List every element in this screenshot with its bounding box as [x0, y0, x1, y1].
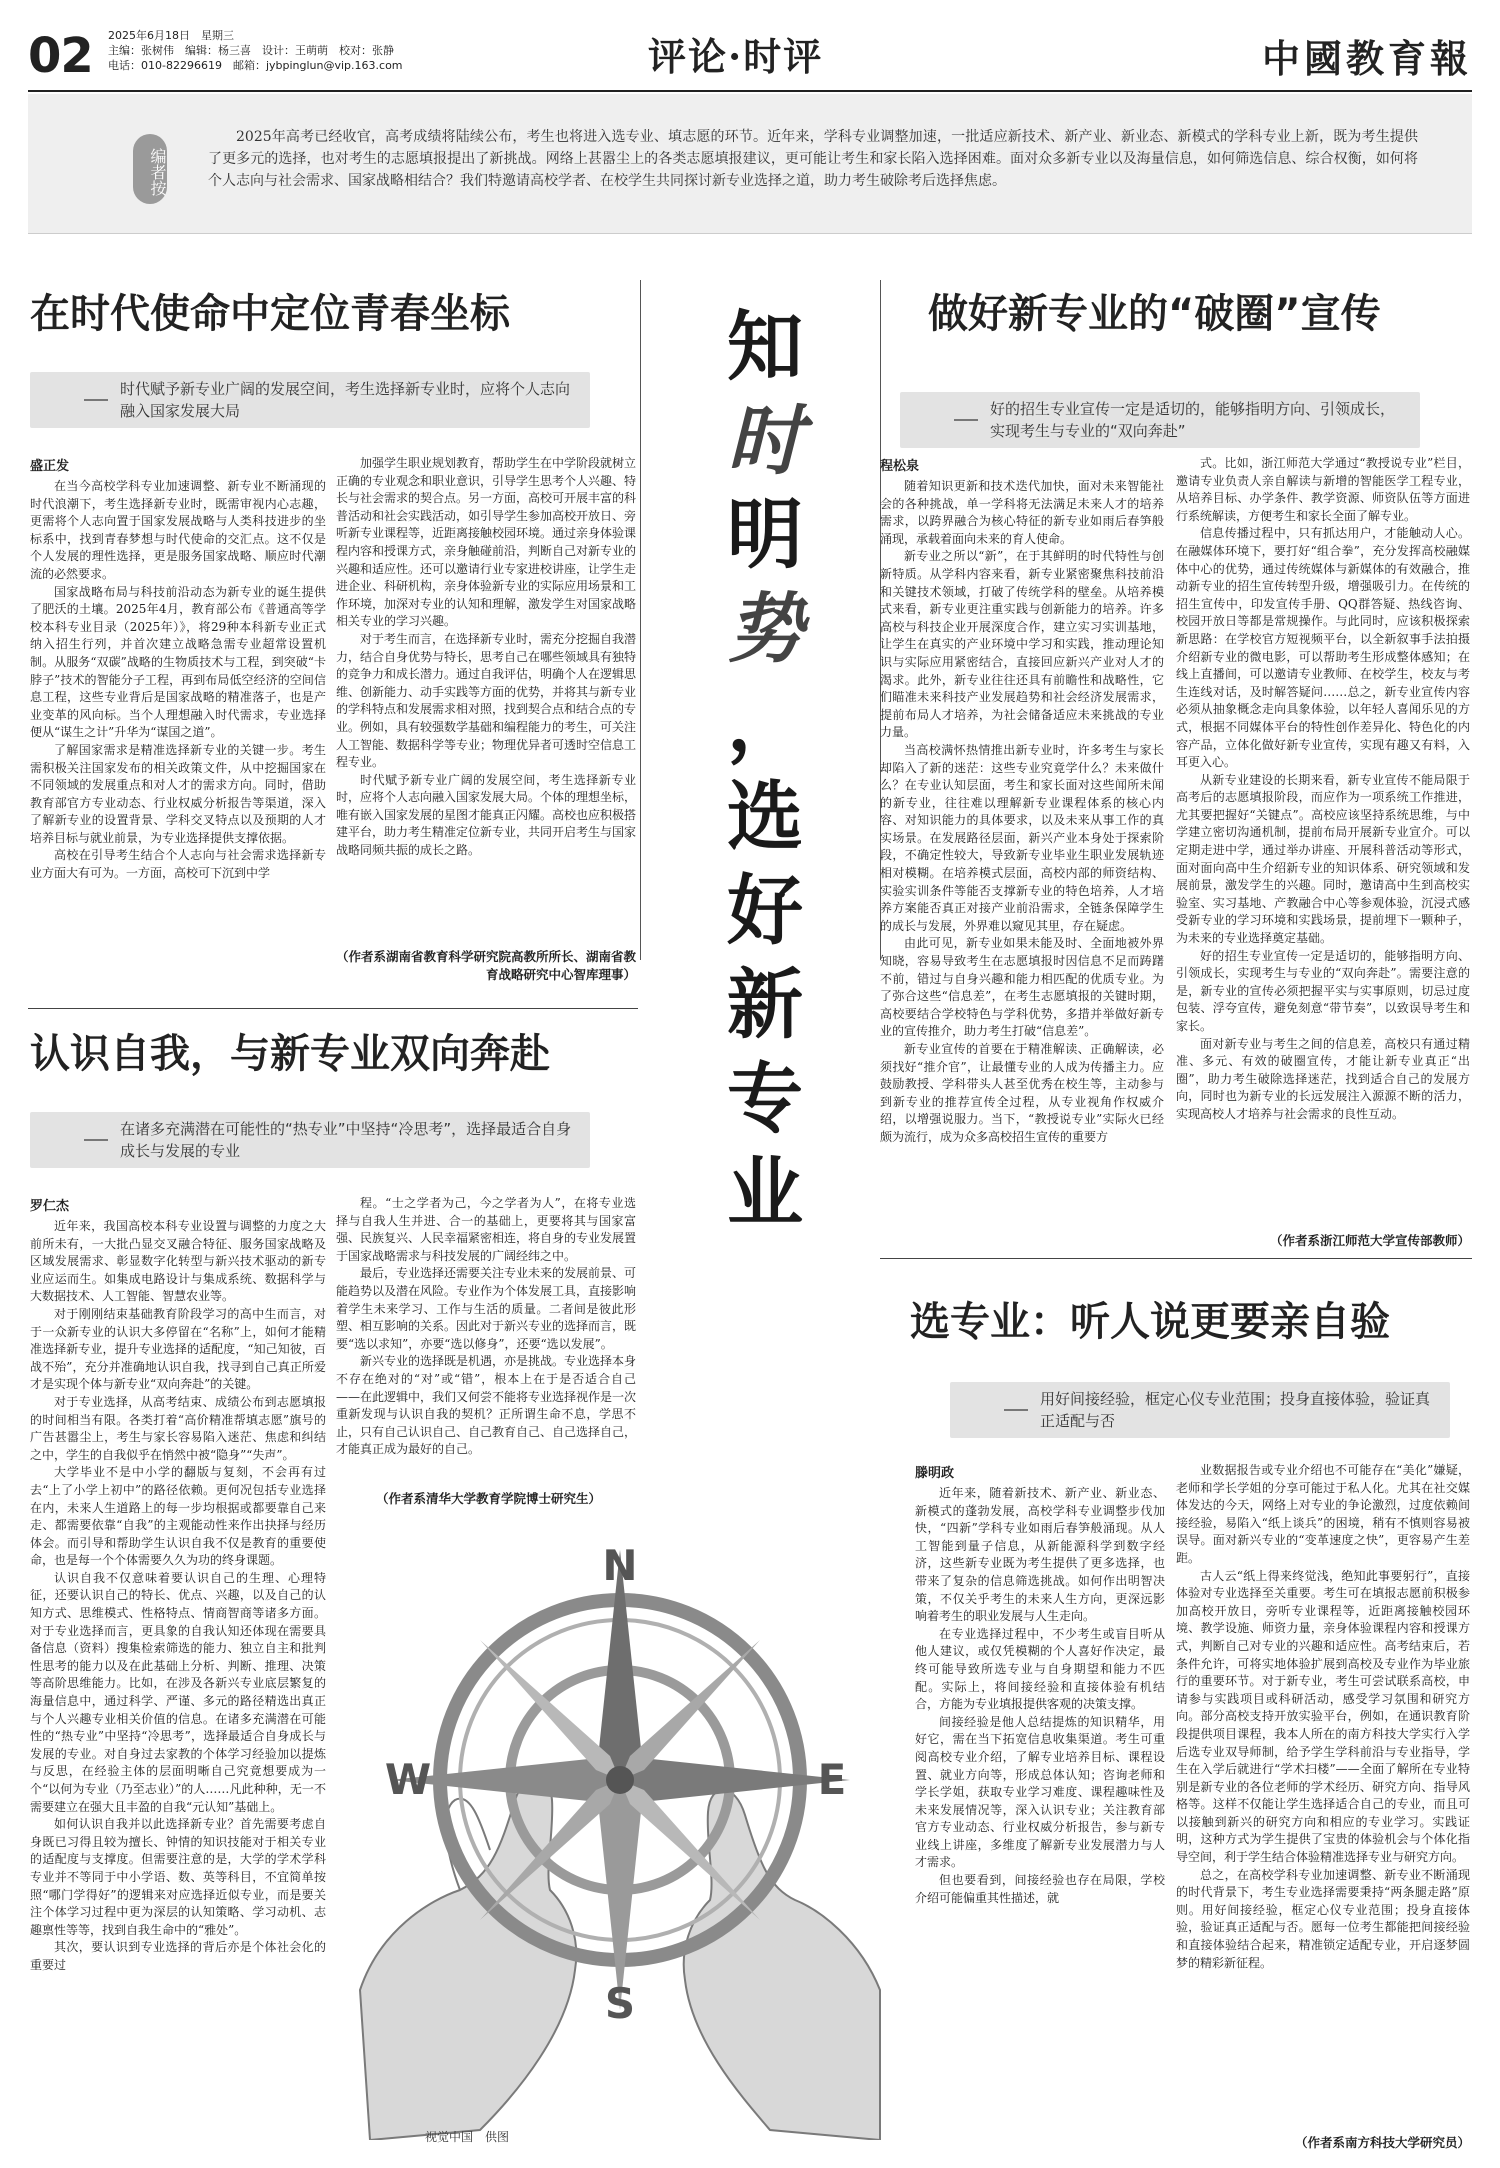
paragraph: 对于刚刚结束基础教育阶段学习的高中生而言，对于一众新专业的认识大多停留在“名称”上，如何才能精准选择新专业，提升专业选择的适配度，“知己知彼，百战不殆”，充分并准确地认识自我，找寻到自己真正所爱才是实现个体与新专业“双向奔赴”的关键。: [30, 1306, 326, 1392]
newspaper-logo: 中國教育報: [1261, 36, 1472, 81]
paragraph: 近年来，我国高校本科专业设置与调整的力度之大前所未有，一大批凸显交叉融合特征、服务国家战略及区域发展需求、彰显数字化转型与新兴技术驱动的新专业应运而生。如集成电路设计与集成系统、数据科学与大数据技术、人工智能、智慧农业等。: [30, 1219, 326, 1304]
paragraph: 信息传播过程中，只有抓达用户，才能触动人心。在融媒体环境下，要打好“组合拳”，充分发挥高校融媒体中心的优势，通过传统媒体与新媒体的有效融合，推动新专业的招生宣传转型升级，增强吸引力。在传统的招生宣传中，印发宣传手册、QQ群答疑、热线咨询、校园开放日等都是常规操作。与此同时，应该积极探索新思路：在学校官方短视频平台，以全新叙事手法拍摄介绍新专业的微电影，可以帮助考生形成整体感知；在线上直播间，可以邀请专业教师、在校学生，校友与考生连线对话，及时解答疑问……总之，新专业宣传内容必须从抽象概念走向具象体验，以年轻人喜闻乐见的方式，根据不同媒体平台的特性创作差异化、特色化的内容产品，立体化做好新专业宣传，实现有趣又有料，入耳更入心。: [1176, 526, 1470, 770]
paragraph: 新兴专业的选择既是机遇，亦是挑战。专业选择本身不存在绝对的“对”或“错”，根本上在于是否适合自己——在此逻辑中，我们又何尝不能将专业选择视作是一次重新发现与认识自我的契机？正所谓生命不息，学思不止，只有自己认识自己、自己教育自己、自己选择自己，才能真正成为最好的自己。: [336, 1354, 636, 1457]
svg-text:E: E: [817, 1755, 847, 1804]
title-char: ，: [727, 678, 803, 767]
title-char: 新: [727, 960, 803, 1049]
paragraph: 业数据报告或专业介绍也不可能存在“美化”嫌疑，老师和学长学姐的分享可能过于私人化。尤其在社交媒体发达的今天，网络上对专业的争论激烈，过度依赖间接经验，易陷入“纸上谈兵”的困境，稍有不慎则容易被误导。面对新兴专业的“变革速度之快”，更容易产生差距。: [1176, 1463, 1470, 1565]
paragraph: 新专业宣传的首要在于精准解读、正确解读，必须找好“推介官”，让最懂专业的人成为传播主力。应鼓励教授、学科带头人甚至优秀在校生等，主动参与到新专业的推荐宣传全过程，从专业视角作权威介绍，以增强说服力。当下，“教授说专业”实际火已经颇为流行，成为众多高校招生宣传的重要方: [880, 1042, 1164, 1144]
svg-text:W: W: [384, 1755, 432, 1804]
svg-text:S: S: [604, 1979, 636, 2028]
article-4-column-2: [1176, 1462, 1470, 2127]
paragraph: 从新专业建设的长期来看，新专业宣传不能局限于高考后的志愿填报阶段，而应作为一项系统工作推进，尤其要把握好“关键点”。高校应该坚持系统思维，与中学建立密切沟通机制，提前布局开展新专业宣介。可以定期走进中学，通过举办讲座、开展科普活动等形式，面对面向高中生介绍新专业的知识体系、研究领域和发展前景，激发学生的兴趣。同时，邀请高中生到高校实验室、实习基地、产教融合中心等参观体验，沉浸式感受新专业的学习环境和实践场景，提前埋下一颗种子，为未来的专业选择奠定基础。: [1176, 772, 1470, 946]
contact-line: 电话：010-82296619 邮箱：jybpinglun@vip.163.com: [108, 59, 403, 72]
paragraph: 认识自我不仅意味着要认识自己的生理、心理特征，还要认识自己的特长、优点、兴趣，以及自己的认知方式、思维模式、性格特点、情商智商等诸多方面。对于专业选择而言，更具象的自我认知还体现在需要具备信息（资料）搜集检索筛选的能力、独立自主和批判性思考的能力以及在此基础上分析、判断、推理、决策等高阶思维能力。比如，在涉及各新兴专业底层繁复的海量信息中，通过科学、严谨、多元的路径精选出真正与个人兴趣专业相关价值的信息。在诸多充满潜在可能性的“热专业”中坚持“冷思考”，选择最适合自身成长与发展的专业。对自身过去家教的个体学习经验加以提炼与反思，在经验主体的层面明晰自己究竟想要成为一个“以何为专业（乃至志业）”的人……凡此种种，无一不需要建立在强大且丰盈的自我“元认知”基础上。: [30, 1570, 326, 1814]
article-3-column-2: [1176, 455, 1470, 1225]
paragraph: 国家战略布局与科技前沿动态为新专业的诞生提供了肥沃的土壤。2025年4月，教育部公布《普通高等学校本科专业目录（2025年）》，将29种本科新专业正式纳入招生行列，并首次建立战略急需专业超常设置机制。从服务“双碳”战略的生物质技术与工程，到突破“卡脖子”技术的智能分子工程，再到布局低空经济的空间信息工程，这些专业背后是国家战略的精准落子，也是产业变革的风向标。当个人理想融入时代需求，专业选择便从“谋生之计”升华为“谋国之道”。: [30, 584, 326, 740]
paragraph: 高校在引导考生结合个人志向与社会需求选择新专业方面大有可为。一方面，高校可下沉到中学: [30, 848, 326, 881]
title-char: 专: [727, 1054, 803, 1143]
article-1-title: 在时代使命中定位青春坐标: [30, 291, 510, 337]
editor-note-badge: 编者按: [133, 134, 167, 204]
paragraph: 程。“士之学者为己，今之学者为人”，在将专业选择与自我人生并进、合一的基础上，更要将其与国家富强、民族复兴、人民幸福紧密相连，将自身的专业发展置于国家战略需求与科技发展的广阔经纬之中。: [336, 1196, 636, 1263]
title-char: 势: [727, 584, 803, 673]
paragraph: 加强学生职业规划教育，帮助学生在中学阶段就树立正确的专业观念和职业意识，引导学生思考个人兴趣、特长与社会需求的契合点。另一方面，高校可开展丰富的科普活动和社会实践活动，如引导学生参加高校开放日、旁听新专业课程等，近距离接触校园环境。通过亲身体验课程内容和授课方式，亲身触碰前沿，判断自己对新专业的兴趣和适应性。还可以邀请行业专家进校讲座，让学生走进企业、科研机构，亲身体验新专业的实际应用场景和工作环境，加深对专业的认知和理解，激发学生对国家战略相关专业的学习兴趣。: [336, 456, 636, 629]
title-char: 时: [727, 396, 803, 485]
section-title: 评论·时评: [648, 34, 824, 79]
paragraph: 对于专业选择，从高考结束、成绩公布到志愿填报的时间相当有限。各类打着“高价精准帮填志愿”旗号的广告甚嚣尘上，考生与家长容易陷入迷茫、焦虑和纠结之中，学生的自我似乎在悄然中被“隐身”“失声”。: [30, 1394, 326, 1462]
article-2-column-2: [336, 1195, 636, 1485]
article-1-column-2: [336, 455, 636, 925]
article-4-author: 滕明政: [915, 1466, 955, 1481]
svg-text:N: N: [602, 1541, 638, 1590]
paragraph: 新专业之所以“新”，在于其鲜明的时代特性与创新特质。从学科内容来看，新专业紧密聚焦科技前沿和关键技术领域，打破了传统学科的壁垒。从培养模式来看，新专业更注重实践与创新能力的培养。许多高校与科技企业开展深度合作，建立实习实训基地，让学生在真实的产业环境中学习和实践，推动理论知识与实际应用紧密结合，直接回应新兴产业对人才的渴求。此外，新专业往往还具有前瞻性和战略性，它们瞄准未来科技产业发展趋势和社会经济发展需求，提前布局人才培养，为社会储备适应未来挑战的专业力量。: [880, 549, 1164, 740]
title-char: 知: [727, 302, 803, 391]
article-2-title: 认识自我，与新专业双向奔赴: [30, 1031, 550, 1077]
column-divider: [640, 280, 641, 960]
article-4-signature: （作者系南方科技大学研究员）: [1294, 2135, 1470, 2150]
paragraph: 但也要看到，间接经验也存在局限，学校介绍可能偏重其性描述，就: [915, 1873, 1165, 1905]
article-1-column-1: [30, 478, 326, 1030]
paragraph: 如何认识自我并以此选择新专业？首先需要考虑自身既已习得且较为擅长、钟情的知识技能对于相关专业的适配度与支撑度。但需要注意的是，大学的学术学科专业并不等同于中小学语、数、英等科目，不宜简单按照“哪门学得好”的逻辑来对应选择近似专业，而是要关注个体学习过程中更为深层的认知策略、学习动机、志趣禀性等等，找到自我生命中的“雅处”。: [30, 1817, 326, 1937]
title-char: 好: [727, 866, 803, 955]
article-2-column-1: [30, 1218, 326, 2123]
page-number: 02: [28, 28, 93, 84]
paragraph: 在专业选择过程中，不少考生或盲目听从他人建议，或仅凭模糊的个人喜好作决定，最终可能导致所选专业与自身期望和能力不匹配。实际上，将间接经验和直接体验有机结合，方能为专业填报提供客观的决策支撑。: [915, 1626, 1165, 1712]
article-4-title: 选专业：听人说更要亲自验: [910, 1299, 1390, 1345]
article-3-title: 做好新专业的“破圈”宣传: [928, 291, 1381, 337]
paragraph: 了解国家需求是精准选择新专业的关键一步。考生需积极关注国家发布的相关政策文件，从中挖掘国家在不同领域的发展重点和对人才的需求方向。同时，借助教育部官方专业动态、行业权威分析报告等渠道，深入了解新专业的设置背景、学科交叉特点以及预期的人才培养目标与就业前景，为专业选择提供支撑依据。: [30, 742, 326, 845]
article-3-author: 程松泉: [880, 459, 920, 474]
editors-line: 主编：张树伟 编辑：杨三喜 设计：王萌萌 校对：张静: [108, 44, 394, 57]
paragraph: 在当今高校学科专业加速调整、新专业不断涌现的时代浪潮下，考生选择新专业时，既需审视内心志趣，更需将个人志向置于国家发展战略与人类科技进步的坐标系中，找到青春梦想与时代使命的交汇点。这不仅是个人发展的理性选择，更是服务国家战略、顺应时代潮流的必然要求。: [30, 479, 326, 581]
article-1-signature: （作者系湖南省教育科学研究院高教所所长、湖南省教育战略研究中心智库理事）: [336, 949, 637, 982]
divider: [880, 1258, 1472, 1259]
article-1-author: 盛正发: [30, 459, 70, 474]
paragraph: 总之，在高校学科专业加速调整、新专业不断涌现的时代背景下，考生专业选择需要秉持“两条腿走路”原则。用好间接经验，框定心仪专业范围；投身直接体验，验证真正适配与否。愿每一位考生都能把间接经验和直接体验结合起来，精准锁定适配专业，开启逐梦圆梦的精彩新征程。: [1176, 1867, 1470, 1970]
article-3-subtitle: 好的招生专业宣传一定是适切的，能够指明方向、引领成长，实现考生与专业的“双向奔赴”: [900, 392, 1420, 448]
paragraph: 面对新专业与考生之间的信息差，高校只有通过精准、多元、有效的破圈宣传，才能让新专业真正“出圈”，助力考生破除选择迷茫，找到适合自己的发展方向，同时也为新专业的长远发展注入源源不断的活力，实现高校人才培养与社会需求的良性互动。: [1176, 1036, 1470, 1121]
paragraph: 其次，要认识到专业选择的背后亦是个体社会化的重要过: [30, 1940, 326, 1972]
article-2-subtitle: 在诸多充满潜在可能性的“热专业”中坚持“冷思考”，选择最适合自身成长与发展的专业: [30, 1112, 590, 1168]
masthead-meta: [108, 28, 403, 73]
masthead: [28, 22, 1472, 92]
article-4-column-1: [915, 1485, 1165, 2125]
title-char: 明: [727, 490, 803, 579]
paragraph: 当高校满怀热情推出新专业时，许多考生与家长却陷入了新的迷茫：这些专业究竟学什么？未来做什么？在专业认知层面，考生和家长面对这些闻所未闻的新专业，往往难以理解新专业课程体系的核心内容、对知识能力的具体要求，以及未来从事工作的真实场景。在发展路径层面，新兴产业本身处于探索阶段，不确定性较大，导致新专业毕业生职业发展轨迹相对模糊。在培养模式层面，高校内部的师资结构、实验实训条件等能否支撑新专业的特色培养，人才培养方案能否真正对接产业前沿需求，全链条保障学生的成长与发展，外界难以窥见其里，存在疑虑。: [880, 742, 1164, 933]
article-2-author: 罗仁杰: [30, 1199, 70, 1214]
paragraph: 最后，专业选择还需要关注专业未来的发展前景、可能趋势以及潜在风险。专业作为个体发展工具，直接影响着学生未来学习、工作与生活的质量。二者间是彼此形塑、相互影响的关系。因此对于新兴专业的选择而言，既要“选以求知”，亦要“选以修身”，还要“选以发展”。: [336, 1266, 636, 1351]
paragraph: 间接经验是他人总结提炼的知识精华，用好它，需在当下拓宽信息收集渠道。考生可重阅高校专业介绍，了解专业培养目标、课程设置、就业方向等，形成总体认知；咨询老师和学长学姐，获取专业学习难度、课程趣味性及未来发展情况等，深入认识专业；关注教育部官方专业动态、行业权威分析报告，参与新专业线上讲座，多维度了解新专业发展潜力与人才需求。: [915, 1714, 1165, 1870]
paragraph: 由此可见，新专业如果未能及时、全面地被外界知晓，容易导致考生在志愿填报时因信息不足而踌躇不前，错过与自身兴趣和能力相匹配的优质专业。为了弥合这些“信息差”，在考生志愿填报的关键时期，高校要结合学校特色与学科优势，多措并举做好新专业的宣传推介，助力考生打破“信息差”。: [880, 936, 1164, 1039]
photo-credit: 视觉中国 供图: [425, 2130, 510, 2144]
paragraph: 随着知识更新和技术迭代加快，面对未来智能社会的各种挑战，单一学科将无法满足未来人才的培养需求，以跨界融合为核心特征的新专业如雨后春笋般涌现，承载着面向未来的育人使命。: [880, 479, 1164, 546]
article-4-subtitle: 用好间接经验，框定心仪专业范围；投身直接体验，验证真正适配与否: [950, 1382, 1450, 1438]
paragraph: 好的招生专业宣传一定是适切的，能够指明方向、引领成长，实现考生与专业的“双向奔赴”。需要注意的是，新专业的宣传必须把握平实与实事原则，切忌过度包装、浮夸宣传，避免刻意“带节奏”，以致误导考生和家长。: [1176, 948, 1470, 1033]
paragraph: 式。比如，浙江师范大学通过“教授说专业”栏目，邀请专业负责人亲自解读与新增的智能医学工程专业，从培养目标、办学条件、教学资源、师资队伍等方面进行系统解读，方便考生和家长全面了解专业。: [1176, 456, 1470, 523]
divider: [28, 1008, 638, 1009]
paragraph: 大学毕业不是中小学的翻版与复刻，不会再有过去“上了小学上初中”的路径依赖。更何况包括专业选择在内，未来人生道路上的每一步均根据或都要靠自己来走、都需要依靠“自我”的主观能动性来作出抉择与经历体会。而引导和帮助学生认识自我不仅是教育的重要使命，也是每一个个体需要久久为功的终身课题。: [30, 1465, 326, 1568]
center-feature-title: [720, 300, 810, 1240]
article-2-signature: （作者系清华大学教育学院博士研究生）: [376, 1491, 602, 1506]
title-char: 业: [727, 1148, 803, 1237]
paragraph: 对于考生而言，在选择新专业时，需充分挖掘自我潜力，结合自身优势与特长，思考自己在哪些领域具有独特的竞争力和成长潜力。通过自我评估，明确个人在逻辑思维、创新能力、动手实践等方面的优势，并将其与新专业的学科特点和发展需求相对照，找到契合点和结合点的专业。例如，具有较强数学基础和编程能力的考生，可关注人工智能、数据科学等专业；物理优异者可透时空信息工程专业。: [336, 631, 636, 770]
article-1-subtitle: 时代赋予新专业广阔的发展空间，考生选择新专业时，应将个人志向融入国家发展大局: [30, 372, 590, 428]
editor-note: [28, 94, 1472, 234]
date-line: 2025年6月18日 星期三: [108, 29, 234, 42]
article-3-column-1: [880, 478, 1164, 1268]
compass-illustration: [340, 1470, 900, 2140]
editor-note-text: 2025年高考已经收官，高考成绩将陆续公布，考生也将进入选专业、填志愿的环节。近年来，学科专业调整加速，一批适应新技术、新产业、新业态、新模式的学科专业上新，既为考生提供了更多元的选择，也对考生的志愿填报提出了新挑战。网络上甚嚣尘上的各类志愿填报建议，更可能让考生和家长陷入选择困难。面对众多新专业以及海量信息，如何筛选信息、综合权衡，如何将个人志向与社会需求、国家战略相结合？我们特邀请高校学者、在校学生共同探讨新专业选择之道，助力考生破除考后选择焦虑。: [208, 129, 1418, 189]
paragraph: 时代赋予新专业广阔的发展空间，考生选择新专业时，应将个人志向融入国家发展大局。个体的理想坐标，唯有嵌入国家发展的星图才能真正闪耀。高校也应积极搭建平台，助力考生精准定位新专业，共同开启考生与国家战略同频共振的成长之路。: [336, 772, 636, 858]
article-3-signature: （作者系浙江师范大学宣传部教师）: [1269, 1233, 1470, 1248]
paragraph: 近年来，随着新技术、新产业、新业态、新模式的蓬勃发展，高校学科专业调整步伐加快，“四新”学科专业如雨后春笋般涌现。从人工智能到量子信息，从新能源科学到数字经济，这些新专业既为考生提供了更多选择，也带来了复杂的信息筛选挑战。如何作出明智决策，不仅关乎考生的未来人生方向，更深远影响着考生的职业发展与人生走向。: [915, 1486, 1165, 1624]
title-char: 选: [727, 772, 803, 861]
paragraph: 古人云“纸上得来终觉浅，绝知此事要躬行”，直接体验对专业选择至关重要。考生可在填报志愿前积极参加高校开放日，旁听专业课程等，近距离接触校园环境、教学设施、师资力量，亲身体验课程内容和授课方式，判断自己对专业的兴趣和适应性。高考结束后，若条件允许，可将实地体验扩展到高校及专业作为毕业旅行的重要环节。对于新专业，考生可尝试联系高校，申请参与实践项目或科研活动，感受学习氛围和研究方向。部分高校支持开放实验平台，例如，在通识教育阶段提供项目课程，我本人所在的南方科技大学实行入学后选专业双导师制，给予学生学科前沿与专业指导，学生在入学后就进行“学术扫楼”——全面了解所在专业特别是新专业的各位老师的学术经历、研究方向、指导风格等。这样不仅能让学生选择适合自己的专业，而且可以接触到新兴的研究方向和相应的专业学习。实践证明，这种方式为学生提供了宝贵的体验机会与个体化指导空间，利于学生结合体验精准选择专业与研究方向。: [1176, 1568, 1470, 1865]
